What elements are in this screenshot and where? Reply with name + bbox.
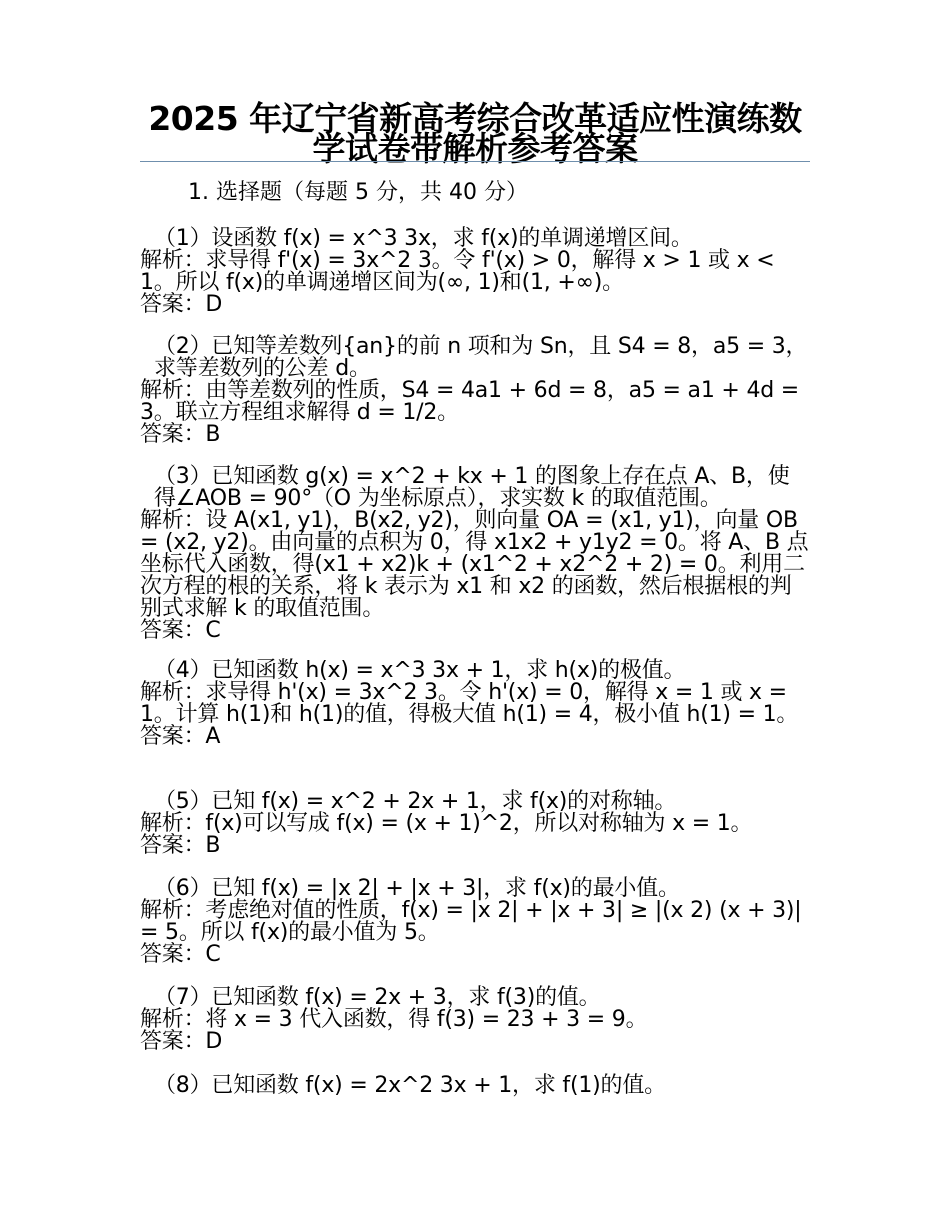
analysis-text: 解析：f(x)可以写成 f(x) = (x + 1)^2，所以对称轴为 x = 1。 xyxy=(140,811,753,836)
answer-text: 答案：D xyxy=(140,292,223,317)
analysis-text: 解析：设 A(x1, y1)，B(x2, y2)，则向量 OA = (x1, y1)，向量 OB = (x2, y2)。由向量的点积为 0，得 x1x2 + y1y2 = 0。将 A、B 点坐标代入函数，得(x1 + x2)k + (x1^2 + x2^2 + 2) = 0。利用二次方程的根的关系，将 k 表示为 x1 和 x2 的函数，然后根据根的判别式求解 k 的取值范围。 xyxy=(140,508,809,621)
answer-text: 答案：C xyxy=(140,942,221,967)
answer-text: 答案：B xyxy=(140,833,221,858)
question-block-6 xyxy=(140,878,810,966)
analysis-text: 解析：由等差数列的性质，S4 = 4a1 + 6d = 8，a5 = a1 + 4d = 3。联立方程组求解得 d = 1/2。 xyxy=(140,378,800,425)
question-block-2 xyxy=(140,336,810,446)
question-text: （5）已知 f(x) = x^2 + 2x + 1，求 f(x)的对称轴。 xyxy=(154,789,677,814)
question-text: （1）设函数 f(x) = x^3 3x，求 f(x)的单调递增区间。 xyxy=(154,226,693,251)
answer-text: 答案：D xyxy=(140,1029,223,1054)
question-text: （3）已知函数 g(x) = x^2 + kx + 1 的图象上存在点 A、B，使得∠AOB = 90°（O 为坐标原点），求实数 k 的取值范围。 xyxy=(154,464,790,511)
question-block-8 xyxy=(140,1075,810,1097)
title-divider xyxy=(140,161,810,162)
question-text: （7）已知函数 f(x) = 2x + 3，求 f(3)的值。 xyxy=(154,985,601,1010)
analysis-text: 解析：求导得 f'(x) = 3x^2 3。令 f'(x) > 0，解得 x > 1 或 x < 1。所以 f(x)的单调递增区间为(∞, 1)和(1, +∞)。 xyxy=(140,248,775,295)
question-text: （6）已知 f(x) = |x 2| + |x + 3|，求 f(x)的最小值。 xyxy=(154,876,680,901)
question-block-1 xyxy=(140,228,810,316)
question-text: （4）已知函数 h(x) = x^3 3x + 1，求 h(x)的极值。 xyxy=(154,658,686,683)
question-block-5 xyxy=(140,791,810,857)
analysis-text: 解析：考虑绝对值的性质，f(x) = |x 2| + |x + 3| ≥ |(x 2) (x + 3)| = 5。所以 f(x)的最小值为 5。 xyxy=(140,898,802,945)
analysis-text: 解析：求导得 h'(x) = 3x^2 3。令 h'(x) = 0，解得 x = 1 或 x = 1。计算 h(1)和 h(1)的值，得极大值 h(1) = 4，极小值 h(1) = 1。 xyxy=(140,680,799,727)
question-block-4 xyxy=(140,660,810,748)
answer-text: 答案：C xyxy=(140,618,221,643)
answer-text: 答案：B xyxy=(140,422,221,447)
answer-text: 答案：A xyxy=(140,724,221,749)
question-block-7 xyxy=(140,987,810,1053)
question-text: （8）已知函数 f(x) = 2x^2 3x + 1，求 f(1)的值。 xyxy=(154,1073,666,1098)
analysis-text: 解析：将 x = 3 代入函数，得 f(3) = 23 + 3 = 9。 xyxy=(140,1007,648,1032)
section-heading: 1. 选择题（每题 5 分，共 40 分） xyxy=(188,180,528,205)
question-block-3 xyxy=(140,466,810,642)
question-text: （2）已知等差数列{an}的前 n 项和为 Sn，且 S4 = 8，a5 = 3，求等差数列的公差 d。 xyxy=(154,334,808,381)
document-title: 2025 年辽宁省新高考综合改革适应性演练数学试卷带解析参考答案 xyxy=(148,99,802,168)
